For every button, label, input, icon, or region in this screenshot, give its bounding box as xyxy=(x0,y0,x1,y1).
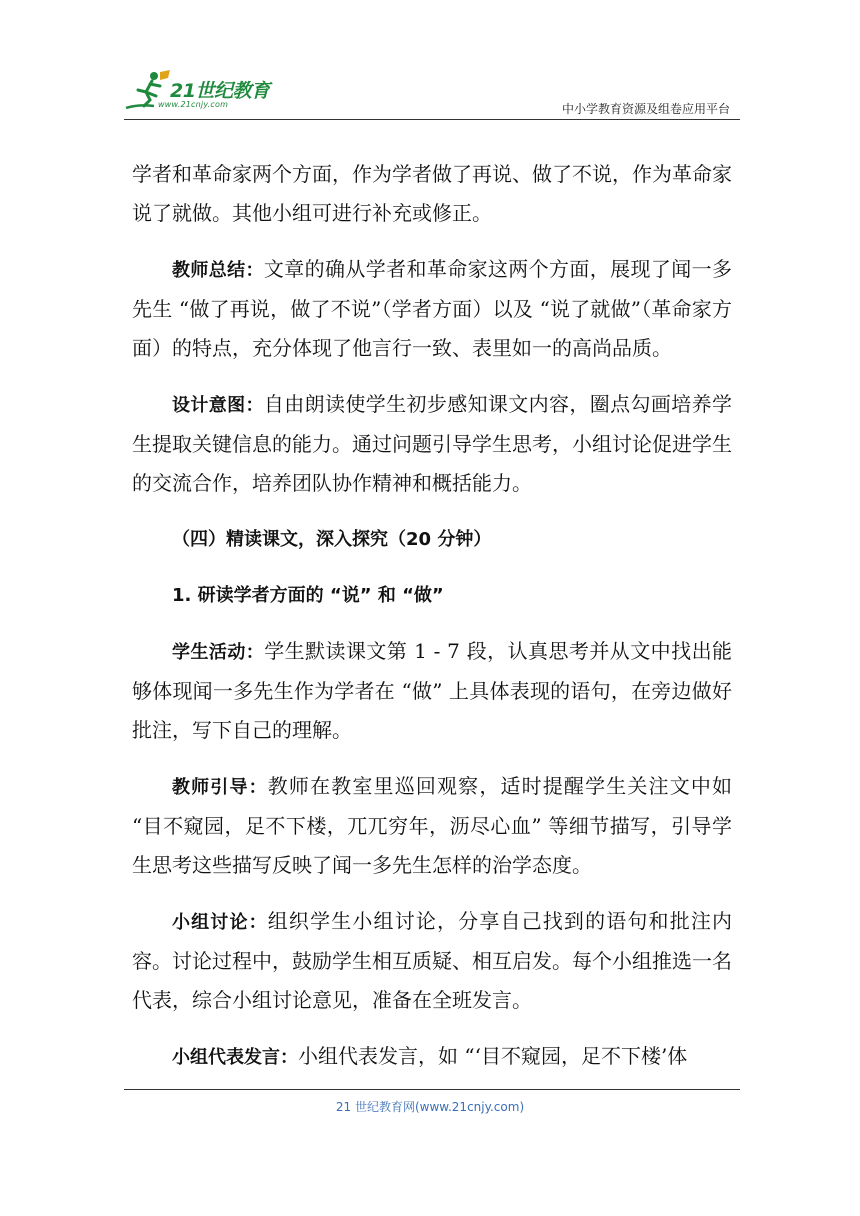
teacher-guidance-text: 教师在教室里巡回观察，适时提醒学生关注文中如 “目不窥园，足不下楼，兀兀穷年，沥尽心血” 等细节描写，引导学生思考这些描写反映了闻一多先生怎样的治学态度。 xyxy=(132,774,733,877)
logo-text: 21世纪教育 xyxy=(170,80,270,102)
site-logo[interactable] xyxy=(124,68,294,116)
teacher-summary-text: 文章的确从学者和革命家这两个方面，展现了闻一多先生 “做了再说，做了不说”（学者方面）以及 “说了就做”（革命家方面）的特点，充分体现了他言行一致、表里如一的高尚品质。 xyxy=(132,257,733,360)
section-heading: （四）精读课文，深入探究（20 分钟） xyxy=(172,529,492,550)
paragraph-1-text: 学者和革命家两个方面，作为学者做了再说、做了不说，作为革命家说了就做。其他小组可进行补充或修正。 xyxy=(132,162,732,225)
paragraph-1 xyxy=(132,155,732,233)
header-tagline: 中小学教育资源及组卷应用平台 xyxy=(561,102,730,116)
teacher-guidance-label: 教师引导： xyxy=(172,777,268,798)
footer-link[interactable]: 21 世纪教育网(www.21cnjy.com) xyxy=(335,1100,525,1114)
teacher-summary-label: 教师总结： xyxy=(172,260,264,281)
header-divider xyxy=(124,119,740,120)
paragraph-teacher-guidance xyxy=(132,767,732,885)
design-intent-label: 设计意图： xyxy=(172,395,264,416)
group-speech-label: 小组代表发言： xyxy=(172,1047,298,1068)
student-activity-label: 学生活动： xyxy=(172,642,265,663)
document-body xyxy=(132,155,732,1094)
group-speech-text: 小组代表发言，如 “‘目不窥园，足不下楼’体 xyxy=(298,1044,688,1068)
design-intent-text: 自由朗读使学生初步感知课文内容，圈点勾画培养学生提取关键信息的能力。通过问题引导学生思考，小组讨论促进学生的交流合作，培养团队协作精神和概括能力。 xyxy=(132,392,733,495)
paragraph-design-intent xyxy=(132,385,732,503)
footer-divider xyxy=(124,1089,740,1090)
page-header xyxy=(124,62,740,120)
student-activity-text: 学生默读课文第 1 - 7 段，认真思考并从文中找出能够体现闻一多先生作为学者在 “做” 上具体表现的语句，在旁边做好批注，写下自己的理解。 xyxy=(132,639,733,742)
group-discussion-label: 小组讨论： xyxy=(172,912,268,933)
logo-url: www.21cnjy.com xyxy=(158,100,229,109)
subsection-heading: 1. 研读学者方面的 “说” 和 “做” xyxy=(172,585,444,606)
group-discussion-text: 组织学生小组讨论，分享自己找到的语句和批注内容。讨论过程中，鼓励学生相互质疑、相互启发。每个小组推选一名代表，综合小组讨论意见，准备在全班发言。 xyxy=(132,909,733,1012)
paragraph-student-activity xyxy=(132,632,732,750)
paragraph-group-discussion xyxy=(132,902,732,1020)
paragraph-group-speech xyxy=(132,1037,732,1077)
paragraph-teacher-summary xyxy=(132,250,732,368)
